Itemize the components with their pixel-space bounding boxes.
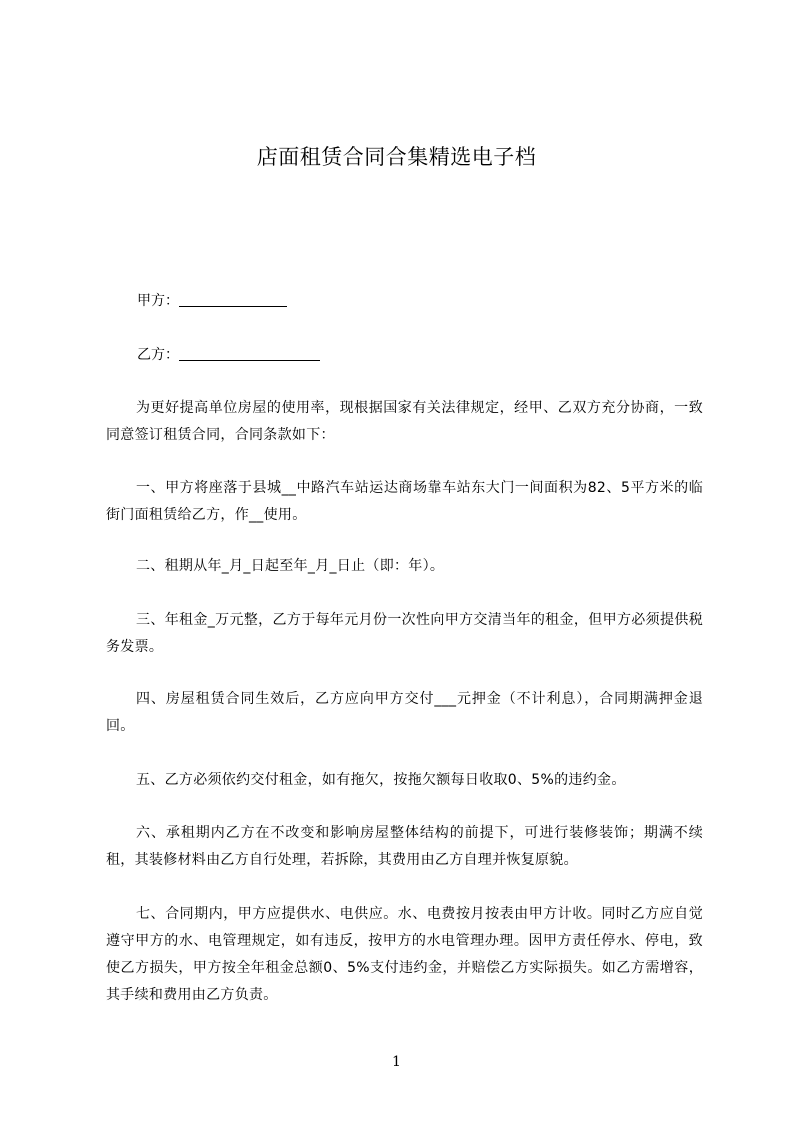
party-b-line — [137, 344, 320, 366]
page-number: 1 — [392, 1054, 401, 1070]
party-a-line — [137, 290, 287, 312]
party-a-label: 甲方： — [137, 293, 179, 309]
party-b-label: 乙方： — [137, 347, 179, 363]
clause-3-paragraph: 三、年租金_万元整，乙方于每年元月份一次性向甲方交清当年的租金，但甲方必须提供税务发票。 — [106, 612, 703, 655]
clause-7-paragraph: 七、合同期内，甲方应提供水、电供应。水、电费按月按表由甲方计收。同时乙方应自觉遵守甲方的水、电管理规定，如有违反，按甲方的水电管理办理。因甲方责任停水、停电，致使乙方损失，甲方按全年租金总额0、5%支付违约金，并赔偿乙方实际损失。如乙方需增容，其手续和费用由乙方负责。 — [106, 906, 703, 1003]
clause-1-paragraph: 一、甲方将座落于县城__中路汽车站运达商场靠车站东大门一间面积为82、5平方米的临街门面租赁给乙方，作__使用。 — [106, 480, 703, 523]
party-a-blank — [179, 292, 287, 307]
clause-4-paragraph: 四、房屋租赁合同生效后，乙方应向甲方交付___元押金（不计利息），合同期满押金退回。 — [106, 691, 703, 734]
party-b-blank — [179, 346, 320, 361]
clause-2-paragraph: 二、租期从年_月_日起至年_月_日止（即：年）。 — [136, 558, 445, 574]
clause-6-paragraph: 六、承租期内乙方在不改变和影响房屋整体结构的前提下，可进行装修装饰；期满不续租，其装修材料由乙方自行处理，若拆除，其费用由乙方自理并恢复原貌。 — [106, 825, 703, 868]
document-title: 店面租赁合同合集精选电子档 — [256, 145, 537, 169]
intro-paragraph: 为更好提高单位房屋的使用率，现根据国家有关法律规定，经甲、乙双方充分协商，一致同意签订租赁合同，合同条款如下： — [106, 400, 703, 443]
clause-5-paragraph: 五、乙方必须依约交付租金，如有拖欠，按拖欠额每日收取0、5%的违约金。 — [136, 772, 626, 788]
